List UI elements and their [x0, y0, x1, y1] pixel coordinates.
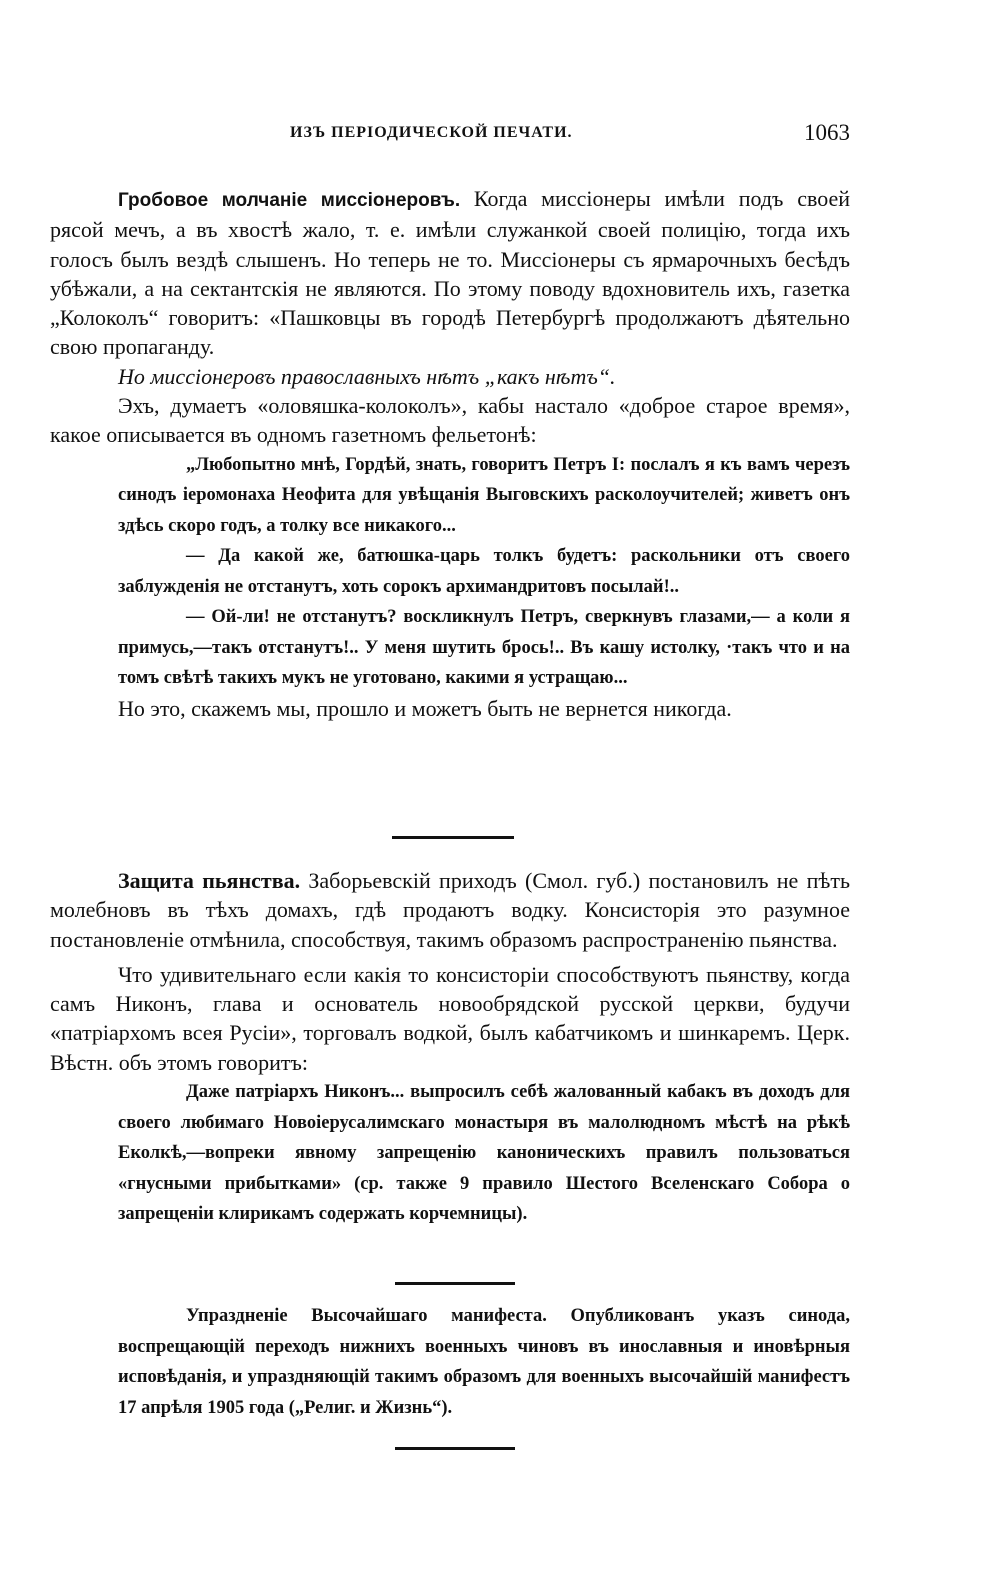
page-number: 1063: [804, 120, 850, 145]
article-defense-of-drunkenness: [50, 866, 850, 1230]
quote-paragraph: — Да какой же, батюшка-царь толкъ будетъ: раскольники отъ своего заблужденія не отстанутъ, хоть сорокъ архимандритовъ посылай!..: [118, 546, 850, 597]
article-paragraph: Что удивительнаго если какія то консисторіи способствуютъ пьянству, когда самъ Никонъ, глава и основатель новообрядской русской церкви, будучи «патріархомъ всея Русіи», торговалъ водкой, былъ кабатчикомъ и шинкаремъ. Церк. Вѣстн. объ этомъ говоритъ:: [50, 961, 850, 1075]
article-paragraph: Упраздненіе Высочайшаго манифеста. Опубликованъ указъ синода, воспрещающій переходъ нижнихъ военныхъ чиновъ въ инославныя и иновѣрныя исповѣданія, и упраздняющій такимъ образомъ для военныхъ высочайшій манифестъ 17 апрѣля 1905 года („Религ. и Жизнь“).: [118, 1306, 850, 1418]
article-heading: Гробовое молчаніе миссіонеровъ.: [118, 190, 461, 211]
article-heading: Упраздненіе Высочайшаго манифеста.: [186, 1306, 547, 1326]
block-quote: [50, 1301, 850, 1423]
block-quote: [50, 450, 850, 694]
section-divider: [395, 1282, 515, 1285]
article-silence-of-missionaries: [50, 184, 850, 723]
section-divider: [395, 1447, 515, 1450]
article-heading: Защита пьянства.: [118, 868, 301, 893]
block-quote: [50, 1077, 850, 1230]
article-paragraph: Гробовое молчаніе миссіонеровъ. Когда миссіонеры имѣли подъ своей рясой мечъ, а въ хвостѣ жало, т. е. имѣли служанкой своей полицію, тогда ихъ голосъ былъ вездѣ слышенъ. Но теперь не то. Миссіонеры съ ярмарочныхъ бесѣдъ убѣжали, а на сектантскія не являются. По этому поводу вдохновитель ихъ, газетка „Колоколъ“ говоритъ: «Пашковцы въ городѣ Петербургѣ продолжаютъ дѣятельно свою пропаганду.: [50, 186, 851, 360]
quote-paragraph: „Любопытно мнѣ, Гордѣй, знать, говоритъ Петръ I: послалъ я къ вамъ черезъ синодъ іеромонаха Неофита для увѣщанія Выговскихъ расколоучителей; живетъ онъ здѣсь скоро годъ, а толку все никакого...: [118, 454, 850, 536]
article-paragraph: Защита пьянства. Заборьевскій приходъ (Смол. губ.) постановилъ не пѣть молебновъ въ тѣхъ домахъ, гдѣ продаютъ водку. Консисторія это разумное постановленіе отмѣнила, способствуя, такимъ образомъ распространенію пьянства.: [50, 868, 850, 952]
article-abolition-of-manifesto: [50, 1301, 850, 1423]
running-header: [50, 120, 850, 150]
book-page: [50, 0, 850, 1578]
section-divider: [392, 836, 514, 839]
quote-paragraph: Даже патріархъ Никонъ... выпросилъ себѣ жалованный кабакъ въ доходъ для своего любимаго Новоіерусалимскаго монастыря въ малолюдномъ мѣстѣ на рѣкѣ Еколкѣ,—вопреки явному запрещенію каноническихъ правилъ пользоваться «гнусными прибытками» (ср. также 9 правило Шестого Вселенскаго Собора о запрещеніи клирикамъ содержать корчемницы).: [118, 1082, 850, 1225]
article-paragraph: Но это, скажемъ мы, прошло и можетъ быть не вернется никогда.: [118, 695, 732, 721]
article-paragraph: Эхъ, думаетъ «оловяшка-колоколъ», кабы настало «доброе старое время», какое описывается въ одномъ газетномъ фельетонѣ:: [50, 393, 850, 448]
quote-paragraph: — Ой-ли! не отстанутъ? воскликнулъ Петръ, сверкнувъ глазами,— а коли я примусь,—такъ отстанутъ!.. У меня шутить брось!.. Въ кашу истолку, ·такъ что и на томъ свѣтѣ такихъ мукъ не уготовано, какими я устращаю...: [118, 607, 850, 689]
italic-quote-line: Но миссіонеровъ православныхъ нѣтъ „какъ нѣтъ“.: [118, 363, 616, 389]
running-title: ИЗЪ ПЕРІОДИЧЕСКОЙ ПЕЧАТИ.: [290, 124, 573, 141]
